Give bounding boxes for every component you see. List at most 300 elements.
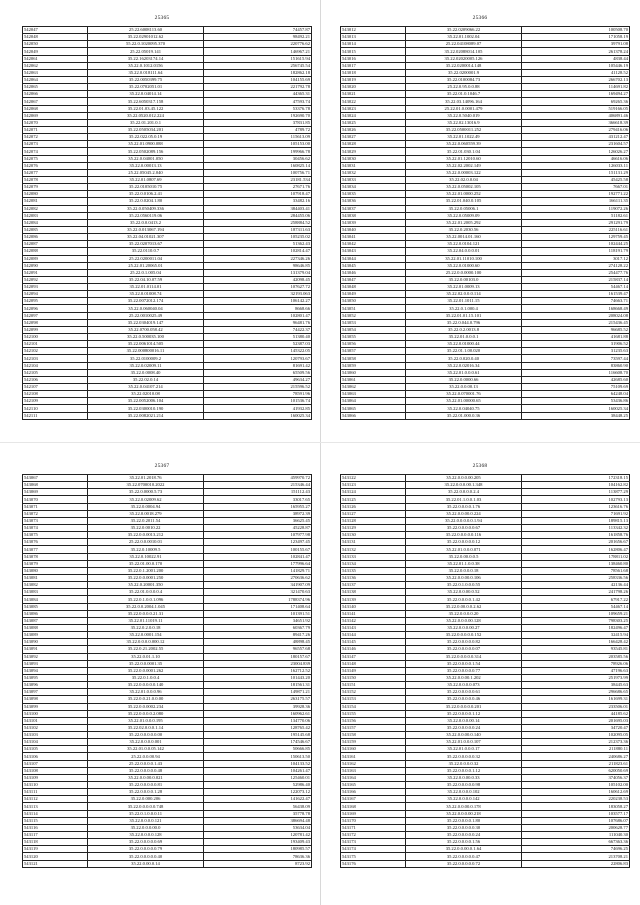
amount-cell: 177996.64 xyxy=(204,560,312,567)
record-id-cell: 542065 xyxy=(23,84,88,91)
amount-cell: 199966.78 xyxy=(204,148,312,155)
record-id-cell: 543106 xyxy=(23,753,88,760)
reference-code-cell: 35.22.0700010.2022 xyxy=(88,482,204,489)
table-row xyxy=(23,782,312,789)
reference-code-cell: 35.22.02.13016.9 xyxy=(406,119,522,126)
reference-code-cell: 35.22.0520.012.224 xyxy=(88,112,204,119)
reference-code-cell: 35.22.0.044.0.796 xyxy=(406,319,522,326)
reference-code-cell: 35.22.0.1.2001.200 xyxy=(88,567,204,574)
reference-code-cell: 35.22.0300010.190 xyxy=(88,405,204,412)
table-row xyxy=(23,560,312,567)
record-id-cell: 543119 xyxy=(23,846,88,853)
table-row xyxy=(341,91,630,98)
reference-code-cell: 35.22.0.04001.050 xyxy=(88,155,204,162)
reference-code-cell: 35.22.0.0.0013.212 xyxy=(88,532,204,539)
record-id-cell: 543068 xyxy=(23,482,88,489)
record-id-cell: 543084 xyxy=(23,596,88,603)
table-row xyxy=(341,589,630,596)
reference-code-cell: 35.22.0.0.0.0.142 xyxy=(406,796,522,803)
record-id-cell: 543123 xyxy=(341,482,406,489)
record-id-cell: 543160 xyxy=(341,746,406,753)
amount-cell: 129759.45 xyxy=(522,234,630,241)
reference-code-cell: 35.22.0.0.0.0.0.152 xyxy=(406,632,522,639)
record-id-cell: 543107 xyxy=(23,760,88,767)
reference-code-cell: 35.22.000800016.11 xyxy=(88,348,204,355)
table-row xyxy=(23,141,312,148)
amount-cell: 123497.45 xyxy=(204,539,312,546)
table-row xyxy=(23,269,312,276)
reference-code-cell: 35.22.01.0.0.0.195 xyxy=(88,717,204,724)
table-row xyxy=(341,305,630,312)
table-row xyxy=(23,796,312,803)
reference-code-cell: 35.22.01.0.0.0.1 xyxy=(406,334,522,341)
record-id-cell: 543121 xyxy=(23,860,88,867)
record-id-cell: 543075 xyxy=(23,532,88,539)
record-id-cell: 542049 xyxy=(23,48,88,55)
amount-cell: 182862.18 xyxy=(204,69,312,76)
table-row xyxy=(341,276,630,283)
table-row xyxy=(23,34,312,41)
reference-code-cell: 35.22.0.0.0.0.0.748 xyxy=(88,803,204,810)
table-row xyxy=(23,760,312,767)
record-id-cell: 543024 xyxy=(341,112,406,119)
record-id-cell: 543141 xyxy=(341,610,406,617)
record-id-cell: 543132 xyxy=(341,546,406,553)
reference-code-cell: 35.22.0.0.00.1.202 xyxy=(406,674,522,681)
reference-code-cell: 35.22.16203174.14 xyxy=(88,55,204,62)
amount-cell: 203585.56 xyxy=(522,653,630,660)
reference-code-cell: 35.22.0.0.0.00.27 xyxy=(406,624,522,631)
amount-cell: 52387.03 xyxy=(204,341,312,348)
table-row xyxy=(341,212,630,219)
record-id-cell: 543038 xyxy=(341,212,406,219)
table-row xyxy=(23,341,312,348)
amount-cell: 620050.69 xyxy=(522,767,630,774)
amount-cell: 51380.40 xyxy=(204,334,312,341)
reference-code-cell: 35.22.01.12010.60 xyxy=(406,155,522,162)
reference-code-cell: 25.22.0200011.04 xyxy=(88,255,204,262)
reference-code-cell: 35.22.0700.058.42 xyxy=(88,326,204,333)
table-row xyxy=(341,553,630,560)
table-row xyxy=(23,355,312,362)
table-row xyxy=(23,248,312,255)
amount-cell: 115613.09 xyxy=(204,134,312,141)
record-id-cell: 543042 xyxy=(341,241,406,248)
reference-code-cell: 35.22.0.0.0.0.0.116 xyxy=(406,532,522,539)
record-id-cell: 542073 xyxy=(23,141,88,148)
amount-cell: 174546.67 xyxy=(204,739,312,746)
amount-cell: 96685.52 xyxy=(522,326,630,333)
record-id-cell: 543073 xyxy=(23,517,88,524)
table-row xyxy=(341,653,630,660)
reference-code-cell: 25.22.05019.141 xyxy=(88,48,204,55)
table-row xyxy=(341,134,630,141)
amount-cell: 126026.27 xyxy=(522,148,630,155)
table-row xyxy=(341,341,630,348)
amount-cell: 254477.76 xyxy=(522,269,630,276)
amount-cell: 291291.79 xyxy=(522,219,630,226)
record-id-cell: 543017 xyxy=(341,62,406,69)
amount-cell: 166111.35 xyxy=(522,198,630,205)
table-row xyxy=(341,269,630,276)
table-row xyxy=(23,312,312,319)
record-id-cell: 542099 xyxy=(23,326,88,333)
record-id-cell: 543097 xyxy=(23,689,88,696)
reference-code-cell: 35.22.0.2.0.0.18 xyxy=(88,624,204,631)
reference-code-cell: 35.22.0.0204.1.80 xyxy=(88,198,204,205)
record-id-cell: 543099 xyxy=(23,703,88,710)
table-row xyxy=(23,653,312,660)
record-id-cell: 543064 xyxy=(341,398,406,405)
record-id-cell: 543041 xyxy=(341,234,406,241)
record-id-cell: 543111 xyxy=(23,789,88,796)
amount-cell: 151615.94 xyxy=(204,55,312,62)
table-row xyxy=(23,105,312,112)
reference-code-cell: 35.22.0.0.0.0.0.69 xyxy=(88,839,204,846)
record-id-cell: 543035 xyxy=(341,191,406,198)
amount-cell: 74696.25 xyxy=(522,846,630,853)
reference-code-cell: 35.22.0.0.0.0.0.48 xyxy=(88,767,204,774)
table-row xyxy=(23,646,312,653)
table-row xyxy=(341,412,630,419)
record-id-cell: 543164 xyxy=(341,774,406,781)
record-id-cell: 543058 xyxy=(341,355,406,362)
table-row xyxy=(23,696,312,703)
reference-code-cell: 35.22.02.0.0.0.114 xyxy=(406,291,522,298)
table-row xyxy=(341,510,630,517)
record-id-cell: 543102 xyxy=(23,724,88,731)
page-divider-horizontal xyxy=(0,442,640,443)
reference-code-cell: 35.22.0.0.0.0.0.79 xyxy=(88,846,204,853)
amount-cell: 165955.27 xyxy=(204,503,312,510)
amount-cell: 37831.85 xyxy=(204,119,312,126)
amount-cell: 122073.12 xyxy=(204,789,312,796)
record-id-cell: 542101 xyxy=(23,341,88,348)
amount-cell: 211880.11 xyxy=(522,746,630,753)
record-id-cell: 543171 xyxy=(341,824,406,831)
table-row xyxy=(341,732,630,739)
amount-cell: 98492.21 xyxy=(204,34,312,41)
amount-cell: 51362.43 xyxy=(204,241,312,248)
reference-code-cell: 35.22.0.0.0.0.121 xyxy=(88,817,204,824)
reference-code-cell: 25.22.01.20065.01 xyxy=(88,262,204,269)
amount-cell: 23181.534 xyxy=(204,176,312,183)
table-row xyxy=(341,362,630,369)
record-id-cell: 542076 xyxy=(23,162,88,169)
record-id-cell: 543043 xyxy=(341,248,406,255)
amount-cell: 120781.42 xyxy=(204,832,312,839)
reference-code-cell: 35.22.01.2018.76 xyxy=(88,475,204,482)
reference-code-cell: 35.22.0.0.0.0.0.46 xyxy=(406,696,522,703)
amount-cell: 200628.77 xyxy=(522,824,630,831)
reference-code-cell: 35.22.0.0.0.0.1.12 xyxy=(406,710,522,717)
table-row xyxy=(23,746,312,753)
table-row xyxy=(341,62,630,69)
record-id-cell: 543117 xyxy=(23,832,88,839)
reference-code-cell: 35.22.0.0.0.0.102 xyxy=(406,789,522,796)
amount-cell: 41128.52 xyxy=(522,69,630,76)
amount-cell: 296686.65 xyxy=(522,689,630,696)
amount-cell: 103577.17 xyxy=(522,810,630,817)
table-row xyxy=(341,753,630,760)
table-row xyxy=(341,176,630,183)
record-id-cell: 543077 xyxy=(23,546,88,553)
reference-code-cell: 35.22.01.01.15.101 xyxy=(406,312,522,319)
table-row xyxy=(23,69,312,76)
table-row xyxy=(23,617,312,624)
amount-cell: 38448.25 xyxy=(522,412,630,419)
record-id-cell: 543036 xyxy=(341,198,406,205)
reference-code-cell: 25.22.0.1.005.04 xyxy=(88,269,204,276)
amount-cell: 160962.61 xyxy=(204,710,312,717)
record-id-cell: 543098 xyxy=(23,696,88,703)
record-id-cell: 542096 xyxy=(23,305,88,312)
amount-cell: 52986.40 xyxy=(204,782,312,789)
record-id-cell: 543129 xyxy=(341,524,406,531)
record-id-cell: 542072 xyxy=(23,134,88,141)
record-id-cell: 543088 xyxy=(23,624,88,631)
table-row xyxy=(23,384,312,391)
reference-code-cell: 35.22.0.050409.336 xyxy=(88,205,204,212)
reference-code-cell: 35.22.0200014.148 xyxy=(406,62,522,69)
reference-code-cell: 35.22.0.0.00.0.178 xyxy=(406,803,522,810)
record-id-cell: 542067 xyxy=(23,98,88,105)
amount-cell: 667363.36 xyxy=(522,839,630,846)
record-id-cell: 543063 xyxy=(341,391,406,398)
amount-cell: 114691.82 xyxy=(522,84,630,91)
amount-cell: 241798.26 xyxy=(522,589,630,596)
amount-cell: 119072.26 xyxy=(522,205,630,212)
amount-cell: 93545.81 xyxy=(522,646,630,653)
table-row xyxy=(341,234,630,241)
reference-code-cell: 35.22.0.0.0.0.0.00 xyxy=(88,732,204,739)
amount-cell: 151131.29 xyxy=(522,169,630,176)
record-id-cell: 543156 xyxy=(341,717,406,724)
record-id-cell: 543066 xyxy=(341,412,406,419)
table-row xyxy=(23,724,312,731)
reference-code-cell: 35.22.01.03.45.122 xyxy=(88,105,204,112)
table-row xyxy=(341,126,630,133)
record-id-cell: 543057 xyxy=(341,348,406,355)
reference-code-cell: 35.22.01.0.0.0.61 xyxy=(406,369,522,376)
reference-code-cell: 35.22.0.0.00.13 xyxy=(406,384,522,391)
reference-code-cell: 35.22.0.0.0.0.0.32 xyxy=(406,753,522,760)
record-id-cell: 542080 xyxy=(23,191,88,198)
record-id-cell: 543022 xyxy=(341,98,406,105)
record-id-cell: 543115 xyxy=(23,817,88,824)
record-id-cell: 543040 xyxy=(341,226,406,233)
amount-cell: 256745.54 xyxy=(204,62,312,69)
amount-cell: 192690.70 xyxy=(204,112,312,119)
record-id-cell: 543054 xyxy=(341,326,406,333)
amount-cell: 4838.44 xyxy=(522,55,630,62)
record-id-cell: 543120 xyxy=(23,853,88,860)
reference-code-cell: 35.22.0.0.0.0.2.4 xyxy=(406,489,522,496)
amount-cell: 49634.27 xyxy=(204,376,312,383)
reference-code-cell: 35.22.01.1002.04 xyxy=(406,34,522,41)
record-id-cell: 542102 xyxy=(23,348,88,355)
table-row xyxy=(23,582,312,589)
amount-cell: 73597.44 xyxy=(522,355,630,362)
reference-code-cell: 35.22.0505034.201 xyxy=(88,126,204,133)
reference-code-cell: 35.22.01.0.0.0.17 xyxy=(406,746,522,753)
amount-cell: 38972.39 xyxy=(204,510,312,517)
record-id-cell: 543137 xyxy=(341,582,406,589)
amount-cell: 102801.47 xyxy=(204,312,312,319)
amount-cell: 46616.06 xyxy=(522,155,630,162)
table-row xyxy=(23,334,312,341)
reference-code-cell: 35.22.0.0.0001.35 xyxy=(88,660,204,667)
amount-cell: 105446.19 xyxy=(522,62,630,69)
table-row xyxy=(341,355,630,362)
reference-code-cell: 35.22.0.000.206 xyxy=(88,796,204,803)
amount-cell: 35778.78 xyxy=(204,810,312,817)
amount-cell: 160825.14 xyxy=(204,162,312,169)
table-row xyxy=(341,667,630,674)
table-row xyxy=(23,205,312,212)
page-title: 25366 xyxy=(472,15,488,21)
amount-cell: 8668.66 xyxy=(204,305,312,312)
reference-code-cell: 35.22.0.013067.194 xyxy=(88,226,204,233)
reference-code-cell: 35.22.0.0018.279 xyxy=(88,510,204,517)
reference-code-cell: 35.22.0.00.0.0.2.62 xyxy=(406,603,522,610)
record-id-cell: 543175 xyxy=(341,853,406,860)
record-id-cell: 543031 xyxy=(341,162,406,169)
table-row xyxy=(341,198,630,205)
table-row xyxy=(341,739,630,746)
amount-cell: 220776.62 xyxy=(204,41,312,48)
amount-cell: 181561.31 xyxy=(204,682,312,689)
amount-cell: 171058.19 xyxy=(522,34,630,41)
amount-cell: 169494.27 xyxy=(522,91,630,98)
reference-code-cell: 35.22.01.11019.11 xyxy=(88,617,204,624)
table-row xyxy=(23,674,312,681)
amount-cell: 39928.36 xyxy=(204,703,312,710)
amount-cell: 274128.22 xyxy=(522,262,630,269)
amount-cell: 102095.05 xyxy=(522,732,630,739)
table-row xyxy=(23,184,312,191)
record-id-cell: 542110 xyxy=(23,405,88,412)
amount-cell: 98646.85 xyxy=(204,262,312,269)
amount-cell: 7667.01 xyxy=(522,184,630,191)
table-row xyxy=(341,112,630,119)
reference-code-cell: 35.22.03.14096.164 xyxy=(406,98,522,105)
record-id-cell: 543083 xyxy=(23,589,88,596)
record-id-cell: 543027 xyxy=(341,134,406,141)
table-row xyxy=(341,824,630,831)
reference-code-cell: 35.22.01.0009.13 xyxy=(406,284,522,291)
table-row xyxy=(341,524,630,531)
record-id-cell: 543116 xyxy=(23,824,88,831)
record-id-cell: 543052 xyxy=(341,312,406,319)
table-row xyxy=(341,503,630,510)
amount-cell: 459970.72 xyxy=(204,475,312,482)
table-row xyxy=(341,724,630,731)
record-id-cell: 543067 xyxy=(23,475,88,482)
amount-cell: 4789.72 xyxy=(204,126,312,133)
amount-cell: 101536.74 xyxy=(204,398,312,405)
record-id-cell: 543013 xyxy=(341,34,406,41)
table-row xyxy=(341,496,630,503)
amount-cell: 33482.16 xyxy=(204,198,312,205)
table-row xyxy=(23,496,312,503)
reference-code-cell: 35.22.01.030.1.04 xyxy=(406,148,522,155)
table-row xyxy=(341,782,630,789)
table-row xyxy=(341,839,630,846)
reference-code-cell: 35.22.0.060040.04 xyxy=(88,305,204,312)
table-row xyxy=(341,789,630,796)
reference-code-cell: 35.22.0.0106.2.41 xyxy=(88,191,204,198)
amount-cell: 78926.06 xyxy=(522,660,630,667)
table-row xyxy=(341,284,630,291)
table-row xyxy=(23,134,312,141)
record-id-cell: 543019 xyxy=(341,76,406,83)
record-id-cell: 543172 xyxy=(341,832,406,839)
reference-code-cell: 35.22.01.040.0.105 xyxy=(406,198,522,205)
table-row xyxy=(23,717,312,724)
reference-code-cell: 25.22.0.0.0.0.1.43 xyxy=(88,760,204,767)
amount-cell: 233506.01 xyxy=(522,703,630,710)
record-id-cell: 542095 xyxy=(23,298,88,305)
record-id-cell: 543023 xyxy=(341,105,406,112)
record-id-cell: 542083 xyxy=(23,212,88,219)
amount-cell: 384403.41 xyxy=(204,205,312,212)
amount-cell: 519166.05 xyxy=(522,105,630,112)
record-id-cell: 543095 xyxy=(23,674,88,681)
record-id-cell: 543091 xyxy=(23,646,88,653)
amount-cell: 208024.08 xyxy=(522,312,630,319)
record-id-cell: 543150 xyxy=(341,674,406,681)
record-id-cell: 543152 xyxy=(341,689,406,696)
amount-cell: 53436.86 xyxy=(522,398,630,405)
reference-code-cell: 25.22.0.0.0010.01 xyxy=(88,539,204,546)
record-id-cell: 542078 xyxy=(23,176,88,183)
amount-cell: 116608.70 xyxy=(522,369,630,376)
reference-code-cell: 35.22.0.0.0.0.0.72 xyxy=(406,860,522,867)
record-id-cell: 543170 xyxy=(341,817,406,824)
amount-cell: 34720.47 xyxy=(522,724,630,731)
reference-code-cell: 35.22.0052006.104 xyxy=(88,398,204,405)
reference-code-cell: 35.22.0.1.0.0.0.55 xyxy=(406,582,522,589)
record-id-cell: 542069 xyxy=(23,112,88,119)
reference-code-cell: 35.22.0.01.1.10 xyxy=(88,653,204,660)
reference-code-cell: 35.22.0702051.01 xyxy=(88,84,204,91)
table-row xyxy=(341,205,630,212)
table-row xyxy=(341,774,630,781)
reference-code-cell: 35.22.0.0.0.0.128 xyxy=(88,832,204,839)
table-row xyxy=(341,703,630,710)
amount-cell: 54467.14 xyxy=(522,284,630,291)
amount-cell: 225116.61 xyxy=(522,226,630,233)
table-row xyxy=(341,617,630,624)
amount-cell: 195145.68 xyxy=(204,732,312,739)
table-row xyxy=(23,319,312,326)
reference-code-cell: 35.22.0.0010.22 xyxy=(88,524,204,531)
reference-code-cell: 35.22.0.0.0002.234 xyxy=(88,703,204,710)
record-id-cell: 543174 xyxy=(341,846,406,853)
amount-cell: 105102.00 xyxy=(522,782,630,789)
table-row xyxy=(23,119,312,126)
amount-cell: 102444.25 xyxy=(522,241,630,248)
reference-code-cell: 25.22.0.95.0.0.88 xyxy=(406,84,522,91)
amount-cell: 151112.43 xyxy=(204,489,312,496)
amount-cell: 100508.70 xyxy=(522,27,630,34)
reference-code-cell: 35.22.0.0000.5.73 xyxy=(88,489,204,496)
table-row xyxy=(23,391,312,398)
reference-code-cell: 35.22.0.0.0.0.1.54 xyxy=(406,660,522,667)
reference-code-cell: 35.22.0.0.0.0.000.12 xyxy=(88,639,204,646)
table-row xyxy=(341,405,630,412)
